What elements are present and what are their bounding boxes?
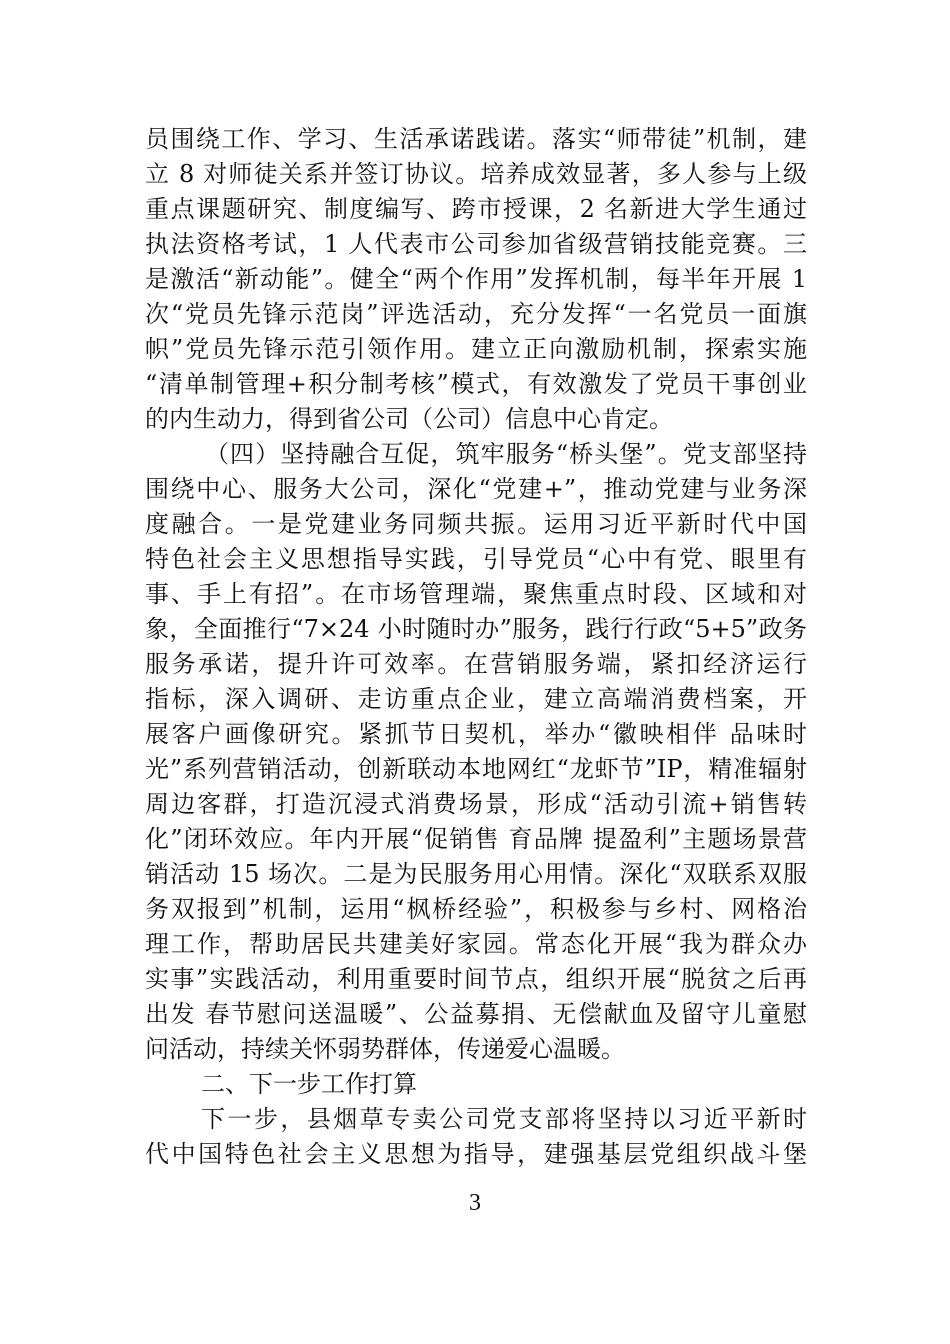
text-line: 光”系列营销活动，创新联动本地网红“龙虾节”IP，精准辐射: [145, 755, 807, 783]
text-line: 是激活“新动能”。健全“两个作用”发挥机制，每半年开展 1: [145, 265, 807, 293]
text-line: 帜”党员先锋示范引领作用。建立正向激励机制，探索实施: [145, 335, 807, 363]
text-line: 立 8 对师徒关系并签订协议。培养成效显著，多人参与上级: [145, 160, 807, 188]
page-number: 3: [469, 1190, 481, 1216]
text-line: 展客户画像研究。紧抓节日契机，举办“徽映相伴 品味时: [145, 720, 807, 748]
text-line: 围绕中心、服务大公司，深化“党建+”，推动党建与业务深: [145, 475, 807, 503]
text-line: 象，全面推行“7×24 小时随时办”服务，践行行政“5+5”政务: [145, 615, 807, 643]
text-line: 指标，深入调研、走访重点企业，建立高端消费档案，开: [145, 685, 807, 713]
text-line: 理工作，帮助居民共建美好家园。常态化开展“我为群众办: [145, 930, 807, 958]
text-line: 次“党员先锋示范岗”评选活动，充分发挥“一名党员一面旗: [145, 300, 807, 328]
text-line: 销活动 15 场次。二是为民服务用心用情。深化“双联系双服: [145, 860, 807, 888]
text-line: 执法资格考试，1 人代表市公司参加省级营销技能竞赛。三: [145, 230, 807, 258]
text-line: 化”闭环效应。年内开展“促销售 育品牌 提盈利”主题场景营: [145, 825, 807, 853]
text-line: 代中国特色社会主义思想为指导，建强基层党组织战斗堡: [145, 1140, 807, 1168]
text-line: 重点课题研究、制度编写、跨市授课，2 名新进大学生通过: [145, 195, 807, 223]
text-line: 服务承诺，提升许可效率。在营销服务端，紧扣经济运行: [145, 650, 807, 678]
text-line: 实事”实践活动，利用重要时间节点，组织开展“脱贫之后再: [145, 965, 807, 993]
text-line: 的内生动力，得到省公司（公司）信息中心肯定。: [145, 405, 673, 433]
text-line: 周边客群，打造沉浸式消费场景，形成“活动引流+销售转: [145, 790, 807, 818]
section-heading: 二、下一步工作打算: [201, 1070, 417, 1098]
text-line: 出发 春节慰问送温暖”、公益募捐、无偿献血及留守儿童慰: [145, 1000, 807, 1028]
text-line: 问活动，持续关怀弱势群体，传递爱心温暖。: [145, 1035, 625, 1063]
text-line: 下一步，县烟草专卖公司党支部将坚持以习近平新时: [201, 1105, 807, 1133]
body-text: [145, 122, 807, 1172]
text-line: “清单制管理+积分制考核”模式，有效激发了党员干事创业: [145, 370, 807, 398]
section-heading-paragraph: （四）坚持融合互促，筑牢服务“桥头堡”。党支部坚持: [205, 440, 807, 468]
text-line: 度融合。一是党建业务同频共振。运用习近平新时代中国: [145, 510, 807, 538]
text-line: 员围绕工作、学习、生活承诺践诺。落实“师带徒”机制，建: [145, 125, 807, 153]
text-line: 特色社会主义思想指导实践，引导党员“心中有党、眼里有: [145, 545, 807, 573]
text-line: 事、手上有招”。在市场管理端，聚焦重点时段、区域和对: [145, 580, 807, 608]
text-line: 务双报到”机制，运用“枫桥经验”，积极参与乡村、网格治: [145, 895, 807, 923]
